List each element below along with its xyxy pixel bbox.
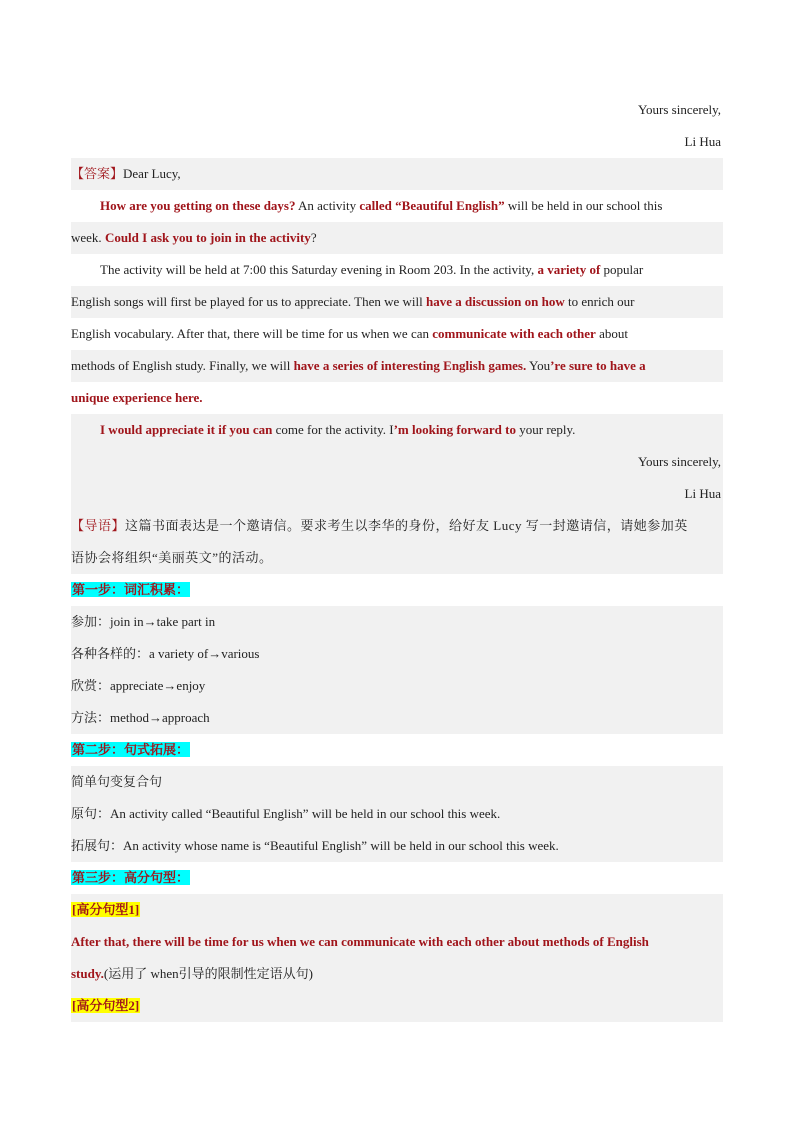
pattern1-sentence: After that, there will be time for us when we can communicate with each other about methods of English	[71, 934, 649, 949]
pattern1-line2	[71, 958, 723, 990]
bold-phrase: a variety of	[537, 262, 601, 277]
bold-phrase: ’m looking forward to	[393, 422, 516, 437]
text-run: popular	[600, 262, 644, 277]
answer-sign-off: Yours sincerely,	[71, 446, 723, 478]
guide-line2: 语协会将组织“美丽英文”的活动。	[71, 542, 723, 574]
answer-signature-name: Li Hua	[71, 478, 723, 510]
bold-phrase: Could I ask you to join in the activity	[104, 230, 311, 245]
step2-subtitle: 简单句变复合句	[71, 766, 723, 798]
text-run: ?	[310, 230, 317, 245]
bold-phrase: called “Beautiful English”	[359, 198, 505, 213]
text-run: methods of English study. Finally, we will	[71, 358, 294, 373]
vocab-cn: 各种各样的：	[71, 646, 150, 661]
original-sentence-line	[71, 798, 723, 830]
answer-p2-line2	[71, 286, 723, 318]
vocab-item	[71, 606, 723, 638]
bold-phrase: ’re sure to have a	[550, 358, 646, 373]
bold-phrase: How are you getting on these days?	[100, 198, 296, 213]
text-run: to enrich our	[564, 294, 635, 309]
answer-p3-line	[71, 414, 723, 446]
vocab-cn: 方法：	[71, 710, 111, 725]
text-run: week.	[71, 230, 105, 245]
expanded-label: 拓展句：	[71, 838, 124, 853]
guide-tag: 【导语】	[71, 518, 126, 533]
step1-heading: 第一步：词汇积累：	[72, 582, 190, 597]
guide-line1	[71, 510, 723, 542]
pattern1-line1	[71, 926, 723, 958]
answer-p2-line4	[71, 350, 723, 382]
guide-text: 这篇书面表达是一个邀请信。要求考生以李华的身份，给好友 Lucy 写一封邀请信，请她参加英	[125, 518, 688, 533]
step2-heading-line	[71, 734, 723, 766]
expanded-sentence-line	[71, 830, 723, 862]
pattern2-label-line	[71, 990, 723, 1022]
vocab-en: appreciate→enjoy	[110, 678, 206, 693]
pattern1-note: (运用了 when引导的限制性定语从句)	[103, 966, 313, 981]
step3-heading: 第三步：高分句型：	[72, 870, 190, 885]
top-signature-name: Li Hua	[684, 134, 721, 149]
vocab-item	[71, 670, 723, 702]
text-run: English vocabulary. After that, there will be time for us when we can	[71, 326, 433, 341]
original-sentence: An activity called “Beautiful English” will be held in our school this week.	[110, 806, 501, 821]
answer-p2-line5	[71, 382, 723, 414]
step2-heading: 第二步：句式拓展：	[72, 742, 190, 757]
bold-phrase: unique experience here.	[71, 390, 203, 405]
text-run: English songs will first be played for us to appreciate. Then we will	[71, 294, 427, 309]
pattern1-sentence-end: study.	[71, 966, 104, 981]
answer-p2-line3	[71, 318, 723, 350]
bold-phrase: have a series of interesting English games.	[293, 358, 527, 373]
step1-heading-line	[71, 574, 723, 606]
text-run: will be held in our school this	[504, 198, 663, 213]
answer-greeting: Dear Lucy,	[123, 166, 181, 181]
expanded-sentence: An activity whose name is “Beautiful English” will be held in our school this week.	[123, 838, 559, 853]
original-label: 原句：	[71, 806, 111, 821]
vocab-item	[71, 702, 723, 734]
pattern1-label-line	[71, 894, 723, 926]
text-run: about	[595, 326, 628, 341]
text-run: An activity	[295, 198, 360, 213]
pattern1-label: [高分句型1]	[72, 902, 140, 917]
top-sign-off: Yours sincerely,	[637, 102, 721, 117]
text-run: You	[526, 358, 551, 373]
vocab-cn: 参加：	[71, 614, 111, 629]
bold-phrase: communicate with each other	[432, 326, 596, 341]
text-run: come for the activity. I	[272, 422, 394, 437]
text-run: The activity will be held at 7:00 this Saturday evening in Room 203. In the activity,	[100, 262, 538, 277]
document-page	[71, 94, 723, 1022]
answer-greeting-line	[71, 158, 723, 190]
vocab-en: join in→take part in	[110, 614, 216, 629]
vocab-en: a variety of→various	[149, 646, 260, 661]
pattern2-label: [高分句型2]	[72, 998, 140, 1013]
vocab-en: method→approach	[110, 710, 210, 725]
step3-heading-line	[71, 862, 723, 894]
answer-p2-line1	[71, 254, 723, 286]
vocab-item	[71, 638, 723, 670]
text-run: your reply.	[515, 422, 576, 437]
bold-phrase: have a discussion on how	[426, 294, 565, 309]
answer-p1-line2	[71, 222, 723, 254]
answer-tag: 【答案】	[71, 166, 124, 181]
bold-phrase: I would appreciate it if you can	[100, 422, 273, 437]
answer-p1-line1	[71, 190, 723, 222]
vocab-cn: 欣赏：	[71, 678, 111, 693]
